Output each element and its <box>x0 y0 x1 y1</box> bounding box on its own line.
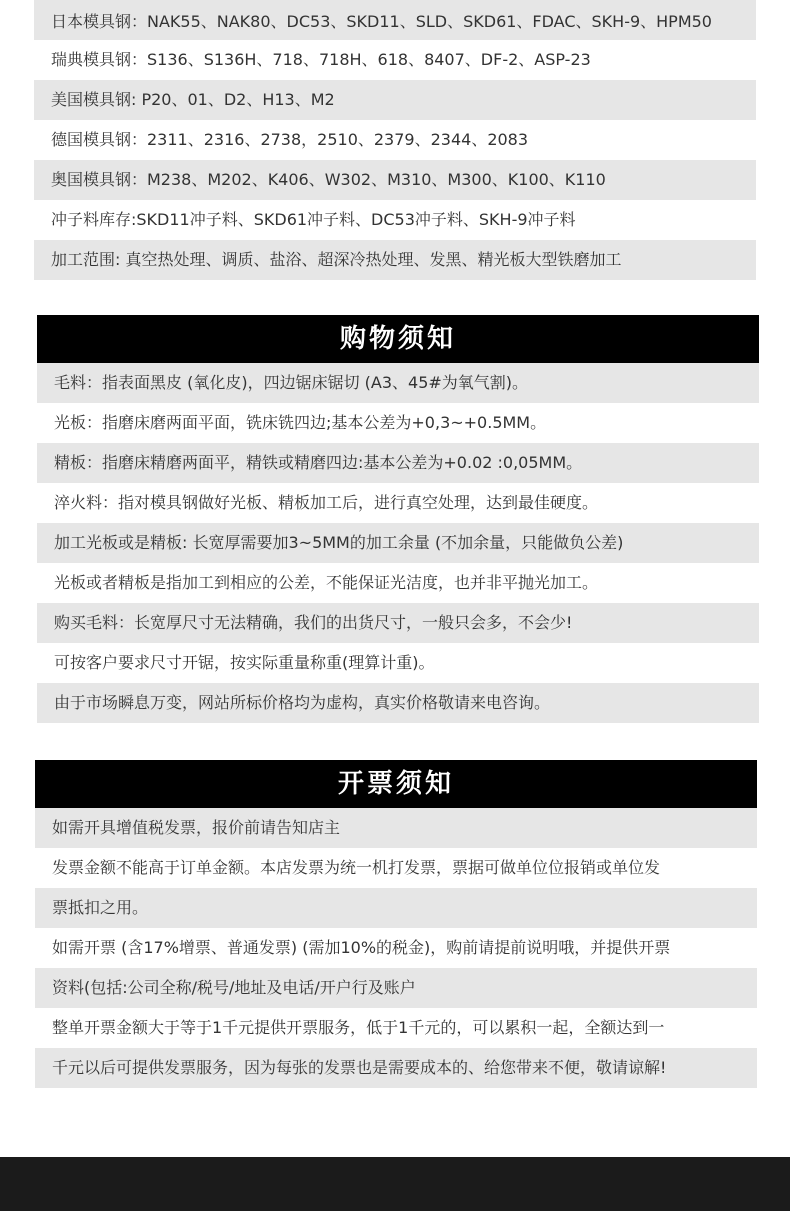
stock-row-punch-material: 冲子料库存:SKD11冲子料、SKD61冲子料、DC53冲子料、SKH-9冲子料 <box>34 200 756 240</box>
shopping-row-ground-plate: 光板：指磨床磨两面平面，铣床铣四边;基本公差为+0,3~+0.5MM。 <box>37 403 759 443</box>
invoice-row-amount-limit-cont: 票抵扣之用。 <box>35 888 757 928</box>
shopping-row-custom-cut: 可按客户要求尺寸开锯，按实际重量称重(理算计重)。 <box>37 643 759 683</box>
shopping-row-buy-raw: 购买毛料：长宽厚尺寸无法精确，我们的出货尺寸，一般只会多，不会少! <box>37 603 759 643</box>
invoice-notice-section <box>35 760 757 1088</box>
invoice-notice-title: 开票须知 <box>35 760 757 808</box>
stock-list <box>34 0 756 280</box>
shopping-row-quenched: 淬火料：指对模具钢做好光板、精板加工后，进行真空处理，达到最佳硬度。 <box>37 483 759 523</box>
shopping-row-raw-material: 毛料：指表面黑皮 (氧化皮)，四边锯床锯切 (A3、45#为氧气割)。 <box>37 363 759 403</box>
shopping-row-precision-plate: 精板：指磨床精磨两面平，精铁或精磨四边:基本公差为+0.02 :0,05MM。 <box>37 443 759 483</box>
shopping-row-machining-allowance: 加工光板或是精板: 长宽厚需要加3~5MM的加工余量 (不加余量，只能做负公差) <box>37 523 759 563</box>
footer-bar <box>0 1157 790 1211</box>
invoice-row-amount-limit: 发票金额不能高于订单金额。本店发票为统一机打发票，票据可做单位位报销或单位发 <box>35 848 757 888</box>
shopping-notice-title: 购物须知 <box>37 315 759 363</box>
shopping-row-tolerance: 光板或者精板是指加工到相应的公差，不能保证光洁度，也并非平抛光加工。 <box>37 563 759 603</box>
invoice-row-minimum: 整单开票金额大于等于1千元提供开票服务，低于1千元的，可以累积一起，全额达到一 <box>35 1008 757 1048</box>
shopping-notice-section <box>37 315 759 723</box>
stock-row-sweden: 瑞典模具钢：S136、S136H、718、718H、618、8407、DF-2、ASP-23 <box>34 40 756 80</box>
stock-row-austria: 奥国模具钢：M238、M202、K406、W302、M310、M300、K100、K110 <box>34 160 756 200</box>
stock-row-processing-scope: 加工范围: 真空热处理、调质、盐浴、超深冷热处理、发黑、精光板大型铁磨加工 <box>34 240 756 280</box>
invoice-row-minimum-cont: 千元以后可提供发票服务，因为每张的发票也是需要成本的、给您带来不便，敬请谅解! <box>35 1048 757 1088</box>
invoice-row-tax-note: 如需开票 (含17%增票、普通发票) (需加10%的税金)，购前请提前说明哦，并提供开票 <box>35 928 757 968</box>
stock-row-usa: 美国模具钢: P20、01、D2、H13、M2 <box>34 80 756 120</box>
invoice-row-vat-request: 如需开具增值税发票，报价前请告知店主 <box>35 808 757 848</box>
shopping-row-price-note: 由于市场瞬息万变，网站所标价格均为虚构，真实价格敬请来电咨询。 <box>37 683 759 723</box>
stock-row-japan: 日本模具钢：NAK55、NAK80、DC53、SKD11、SLD、SKD61、FDAC、SKH-9、HPM50 <box>34 0 756 40</box>
invoice-row-tax-note-cont: 资料(包括:公司全称/税号/地址及电话/开户行及账户 <box>35 968 757 1008</box>
stock-row-germany: 德国模具钢：2311、2316、2738，2510、2379、2344、2083 <box>34 120 756 160</box>
